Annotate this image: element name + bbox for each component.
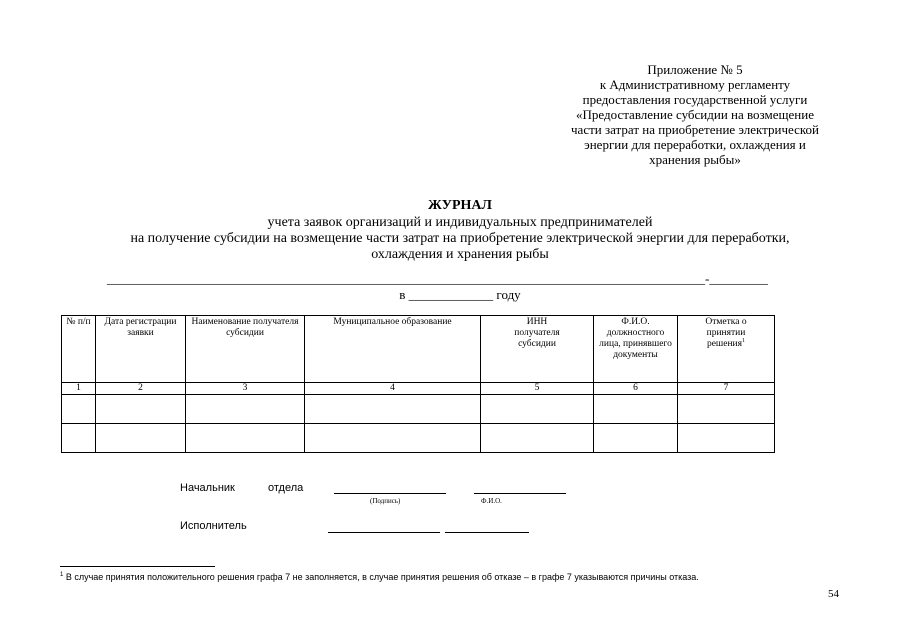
journal-table: [61, 315, 775, 453]
column-number: 4: [305, 383, 481, 395]
footnote-text: В случае принятия положительного решения графа 7 не заполняется, в случае принятия решения об отказе – в графе 7 указываются причины отказа.: [63, 572, 699, 582]
name-caption: Ф.И.О.: [481, 497, 502, 505]
column-number: 6: [594, 383, 678, 395]
header-cell-recipient: Наименование получателя субсидии: [186, 316, 305, 383]
table-cell: [305, 424, 481, 453]
header-cell-official: Ф.И.О. должностного лица, принявшего документы: [594, 316, 678, 383]
table-cell: [186, 424, 305, 453]
table-cell: [481, 395, 594, 424]
appendix-line: энергии для переработки, охлаждения и: [584, 137, 806, 152]
executor-name-line: [445, 532, 529, 533]
executor-signature-line: [328, 532, 440, 533]
footnote: [60, 572, 699, 582]
header-cell-inn: ИНН получателя субсидии: [481, 316, 594, 383]
table-cell: [594, 395, 678, 424]
journal-title: ЖУРНАЛ: [428, 198, 492, 213]
signature-caption: (Подпись): [370, 497, 401, 505]
subtitle-line: учета заявок организаций и индивидуальных предпринимателей: [267, 215, 653, 230]
column-number-row: [62, 383, 775, 395]
table-cell: [678, 395, 775, 424]
appendix-line: «Предоставление субсидии на возмещение: [576, 107, 814, 122]
header-cell-date: Дата регистрации заявки: [96, 316, 186, 383]
appendix-header: [540, 62, 850, 167]
appendix-line: хранения рыбы»: [649, 152, 741, 167]
department-label: отдела: [268, 482, 304, 494]
column-number: 3: [186, 383, 305, 395]
decision-header-text: Отметка о принятии решения: [705, 317, 747, 349]
footnote-separator: [60, 566, 215, 567]
signature-line: [334, 493, 446, 494]
column-number: 5: [481, 383, 594, 395]
appendix-line: предоставления государственной услуги: [582, 92, 808, 107]
table-cell: [305, 395, 481, 424]
chief-label: Начальник: [180, 482, 235, 494]
table-cell: [186, 395, 305, 424]
page-number: 54: [828, 588, 839, 600]
table-cell: [678, 424, 775, 453]
footnote-mark: 1: [60, 572, 64, 578]
organization-fill-line: ____________________________________________________________________________________________-_________: [107, 271, 768, 286]
subtitle-line: охлаждения и хранения рыбы: [371, 247, 549, 262]
table-cell: [62, 424, 96, 453]
subtitle-line: на получение субсидии на возмещение части затрат на приобретение электрической энергии для переработки,: [130, 231, 790, 246]
table-row: [62, 395, 775, 424]
appendix-line: Приложение № 5: [647, 62, 743, 77]
header-cell-decision: [678, 316, 775, 383]
journal-subtitle: [60, 215, 860, 263]
table-header-row: [62, 316, 775, 383]
table-cell: [96, 424, 186, 453]
column-number: 1: [62, 383, 96, 395]
table-cell: [62, 395, 96, 424]
table-cell: [96, 395, 186, 424]
table-cell: [481, 424, 594, 453]
header-cell-number: № п/п: [62, 316, 96, 383]
appendix-line: к Административному регламенту: [599, 77, 791, 92]
appendix-line: части затрат на приобретение электрической: [571, 122, 819, 137]
footnote-ref: 1: [742, 337, 746, 344]
executor-label: Исполнитель: [180, 520, 247, 532]
column-number: 2: [96, 383, 186, 395]
name-line: [474, 493, 566, 494]
table-row: [62, 424, 775, 453]
year-line: в _____________ году: [399, 287, 521, 302]
header-cell-municipality: Муниципальное образование: [305, 316, 481, 383]
column-number: 7: [678, 383, 775, 395]
table-cell: [594, 424, 678, 453]
